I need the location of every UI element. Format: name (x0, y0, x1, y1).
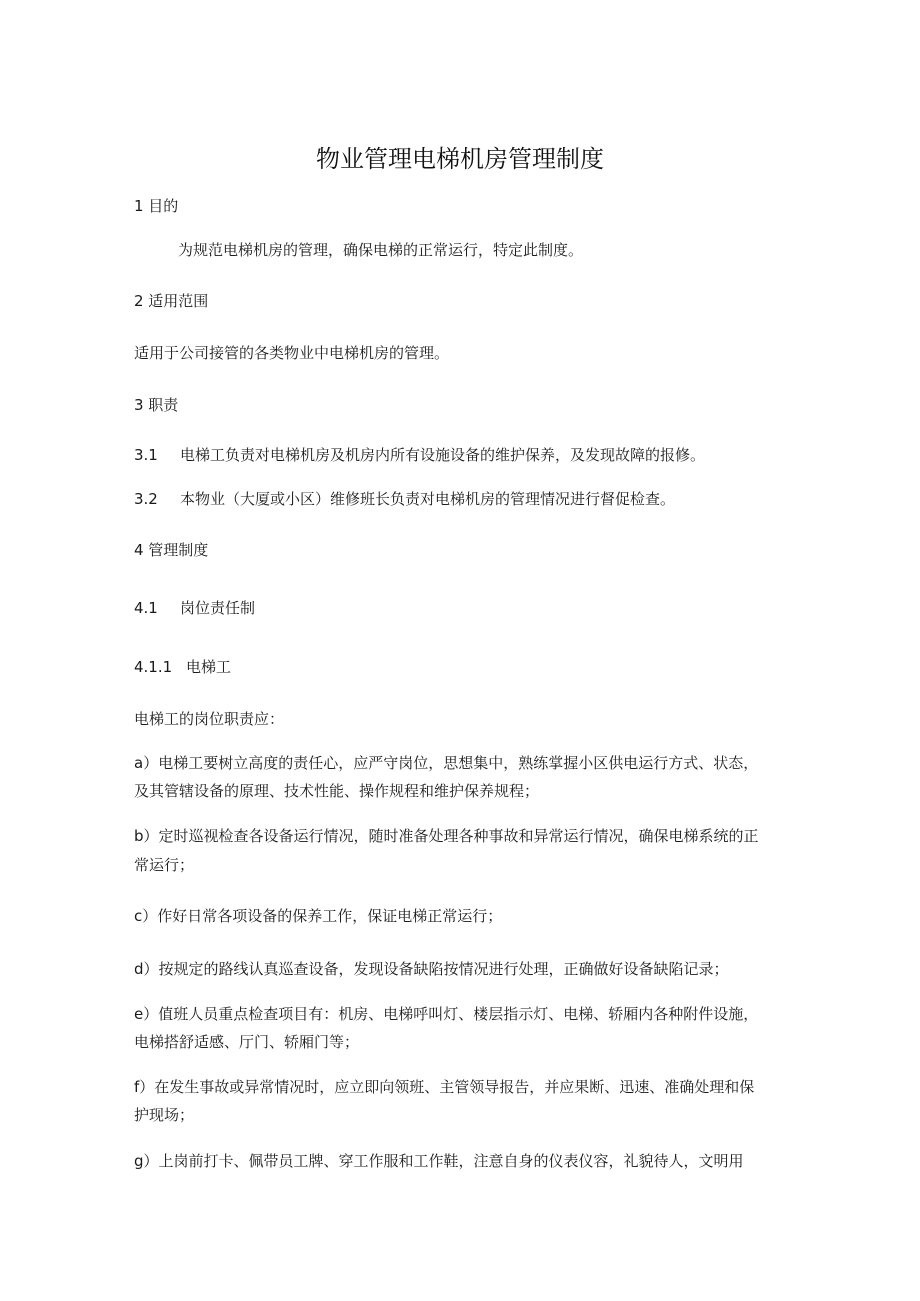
clause-3-2 (134, 489, 675, 509)
duty-item-g-line-1: g）上岗前打卡、佩带员工牌、穿工作服和工作鞋，注意自身的仪表仪容，礼貌待人，文明用 (134, 1152, 744, 1170)
clause-text: 岗位责任制 (180, 599, 256, 617)
section-heading-management: 4 管理制度 (134, 541, 209, 559)
duty-item-f-line-2: 护现场； (134, 1106, 195, 1124)
clause-number: 3.1 (134, 446, 158, 464)
clause-text: 电梯工 (186, 658, 232, 676)
duty-item-c: c）作好日常各项设备的保养工作，保证电梯正常运行； (134, 907, 503, 925)
duty-item-b-line-1: b）定时巡视检查各设备运行情况，随时准备处理各种事故和异常运行情况，确保电梯系统的正 (134, 827, 759, 845)
section-heading-purpose: 1 目的 (134, 197, 179, 215)
document-title: 物业管理电梯机房管理制度 (316, 145, 604, 173)
duty-item-d: d）按规定的路线认真巡查设备，发现设备缺陷按情况进行处理，正确做好设备缺陷记录； (134, 960, 729, 978)
duties-intro: 电梯工的岗位职责应： (134, 710, 285, 728)
clause-3-1 (134, 445, 705, 465)
duty-item-e-line-1: e）值班人员重点检查项目有：机房、电梯呼叫灯、楼层指示灯、电梯、轿厢内各种附件设施， (134, 1005, 759, 1023)
duty-item-a-line-2: 及其管辖设备的原理、技术性能、操作规程和维护保养规程； (134, 782, 540, 800)
duty-item-f-line-1: f）在发生事故或异常情况时，应立即向领班、主管领导报告，并应果断、迅速、准确处理和保 (134, 1078, 755, 1096)
clause-number: 3.2 (134, 490, 158, 508)
section-heading-scope: 2 适用范围 (134, 292, 209, 310)
duty-item-e-line-2: 电梯搭舒适感、厅门、轿厢门等； (134, 1033, 360, 1051)
clause-4-1-1 (134, 657, 231, 677)
clause-4-1 (134, 598, 255, 618)
clause-text: 电梯工负责对电梯机房及机房内所有设施设备的维护保养，及发现故障的报修。 (180, 446, 706, 464)
clause-number: 4.1.1 (134, 658, 173, 676)
section-body-scope: 适用于公司接管的各类物业中电梯机房的管理。 (134, 344, 450, 362)
section-body-purpose: 为规范电梯机房的管理，确保电梯的正常运行，特定此制度。 (178, 241, 584, 259)
duty-item-a-line-1: a）电梯工要树立高度的责任心，应严守岗位，思想集中，熟练掌握小区供电运行方式、状态， (134, 754, 759, 772)
clause-text: 本物业（大厦或小区）维修班长负责对电梯机房的管理情况进行督促检查。 (180, 490, 676, 508)
duty-item-b-line-2: 常运行； (134, 856, 195, 874)
section-heading-responsibilities: 3 职责 (134, 396, 179, 414)
clause-number: 4.1 (134, 599, 158, 617)
